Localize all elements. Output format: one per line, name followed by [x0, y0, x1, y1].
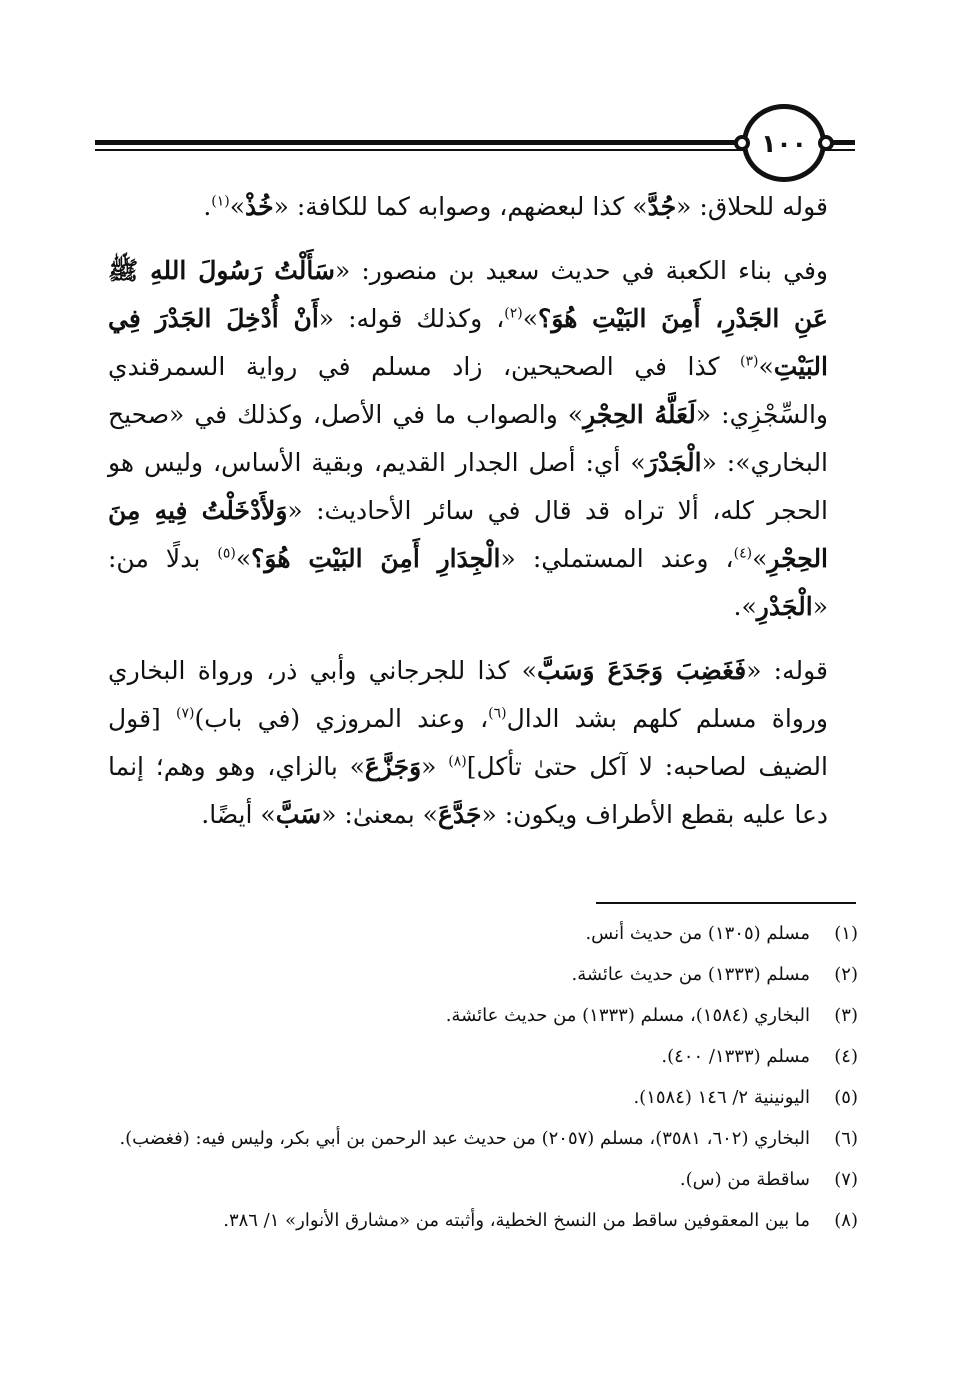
text-run: » أي: أصل الجدار القديم، وبقية الأساس، وليس هو الحجر كله، ألا تراه قد قال في سائر الأحاديث: « [108, 448, 828, 525]
text-run: » [235, 544, 252, 573]
quoted-phrase: أَنْ أُدْخِلَ الجَدْرَ فِي البَيْتِ [108, 304, 828, 381]
text-run: « [421, 752, 449, 781]
text-run: ، وكذلك قوله: « [318, 304, 505, 333]
text-run: قوله: « [746, 656, 828, 685]
text-run: » أيضًا. [201, 800, 276, 829]
text-run: » [752, 544, 768, 573]
text-run: » بالزاي، وهو وهم؛ إنما دعا عليه بقطع الأطراف ويكون: « [108, 752, 828, 829]
text-run: ، وعند المروزي (في باب) [194, 704, 489, 733]
footnote-number: (٣) [834, 1005, 858, 1026]
footnote [108, 1041, 858, 1073]
footnote-number: (٦) [834, 1128, 858, 1149]
text-run: [قول الضيف لصاحبه: لا آكل حتىٰ تأكل] [108, 704, 828, 781]
footnote-reference: (١) [211, 193, 230, 210]
paragraph [108, 647, 828, 839]
footnotes-list [108, 918, 858, 1246]
quoted-phrase: وَجَزَّعَ [364, 752, 422, 781]
quoted-phrase: سَأَلْتُ رَسُولَ اللهِ ﷺ عَنِ الجَدْرِ، أَمِنَ البَيْتِ هُوَ؟ [108, 256, 828, 333]
quoted-phrase: جُدَّ [647, 192, 677, 221]
main-text [108, 183, 828, 839]
footnote-number: (٨) [834, 1210, 858, 1231]
quoted-phrase: لَعَلَّهُ الحِجْرِ [583, 400, 696, 429]
footnote-text: مسلم (١٣٣٣/ ٤٠٠). [661, 1046, 810, 1067]
footnote-reference: (٧) [176, 705, 195, 722]
text-run: ». [733, 592, 757, 621]
text-run: قوله للحلاق: « [676, 192, 828, 221]
text-run: » بمعنىٰ: « [321, 800, 438, 829]
footnote-reference: (٢) [504, 305, 523, 322]
text-run: » [522, 304, 539, 333]
text-run: » [758, 352, 774, 381]
text-run: » والصواب ما في الأصل، وكذلك في «صحيح البخاري»: « [108, 400, 829, 477]
quoted-phrase: جَدَّعَ [437, 800, 482, 829]
footnote-number: (٧) [834, 1169, 858, 1190]
text-run: » [229, 192, 246, 221]
footnote [108, 1123, 858, 1155]
footnote-text: البخاري (٦٠٢، ٣٥٨١)، مسلم (٢٠٥٧) من حديث عبد الرحمن بن أبي بكر، وليس فيه: (فغضب). [119, 1128, 810, 1149]
text-run: بدلًا من: « [108, 544, 828, 621]
footnote-text: مسلم (١٣٠٥) من حديث أنس. [585, 923, 810, 944]
quoted-phrase: سَبَّ [275, 800, 322, 829]
footnote-number: (٤) [834, 1046, 858, 1067]
footnote-reference: (٣) [740, 353, 759, 370]
quoted-phrase: وَلأَدْخَلْتُ فِيهِ مِنَ الحِجْرِ [108, 496, 829, 573]
footnote-number: (٥) [834, 1087, 858, 1108]
page-number: ١٠٠ [761, 128, 807, 158]
quoted-phrase: خُذْ [245, 192, 274, 221]
footnote [108, 918, 858, 950]
footnote-text: اليونينية ٢/ ١٤٦ (١٥٨٤). [633, 1087, 810, 1108]
footnote-separator [596, 902, 856, 904]
quoted-phrase: الْجَدْرَ [645, 448, 702, 477]
quoted-phrase: الْجِدَارِ أَمِنَ البَيْتِ هُوَ؟ [251, 544, 501, 573]
footnote-text: البخاري (١٥٨٤)، مسلم (١٣٣٣) من حديث عائشة. [445, 1005, 810, 1026]
text-run: ، وعند المستملي: « [500, 544, 734, 573]
footnote [108, 1000, 858, 1032]
footnote-reference: (٦) [488, 705, 507, 722]
footnote-number: (١) [834, 923, 858, 944]
footnote-reference: (٨) [448, 753, 467, 770]
quoted-phrase: فَغَضِبَ وَجَدَعَ وَسَبَّ [536, 656, 747, 685]
footnote [108, 959, 858, 991]
footnote-reference: (٤) [733, 545, 753, 562]
text-run: كذا في الصحيحين، زاد مسلم في رواية السمرقندي والسِّجْزِي: « [108, 352, 829, 429]
footnote [108, 1082, 858, 1114]
page-number-badge [742, 104, 826, 182]
footnote-text: ما بين المعقوفين ساقط من النسخ الخطية، وأثبته من «مشارق الأنوار» ١/ ٣٨٦. [223, 1210, 810, 1231]
footnote-reference: (٥) [217, 545, 236, 562]
text-run: وفي بناء الكعبة في حديث سعيد بن منصور: « [334, 256, 828, 285]
footnote [108, 1164, 858, 1196]
text-run: » كذا لبعضهم، وصوابه كما للكافة: « [273, 192, 648, 221]
footnote [108, 1205, 858, 1237]
paragraph [108, 247, 828, 631]
text-run: » كذا للجرجاني وأبي ذر، ورواة البخاري ورواة مسلم كلهم بشد الدال [108, 656, 828, 733]
quoted-phrase: الْجَدْرِ [756, 592, 813, 621]
footnote-text: مسلم (١٣٣٣) من حديث عائشة. [571, 964, 810, 985]
paragraph [108, 183, 828, 231]
footnote-number: (٢) [834, 964, 858, 985]
footnote-text: ساقطة من (س). [679, 1169, 810, 1190]
text-run: . [203, 192, 212, 221]
